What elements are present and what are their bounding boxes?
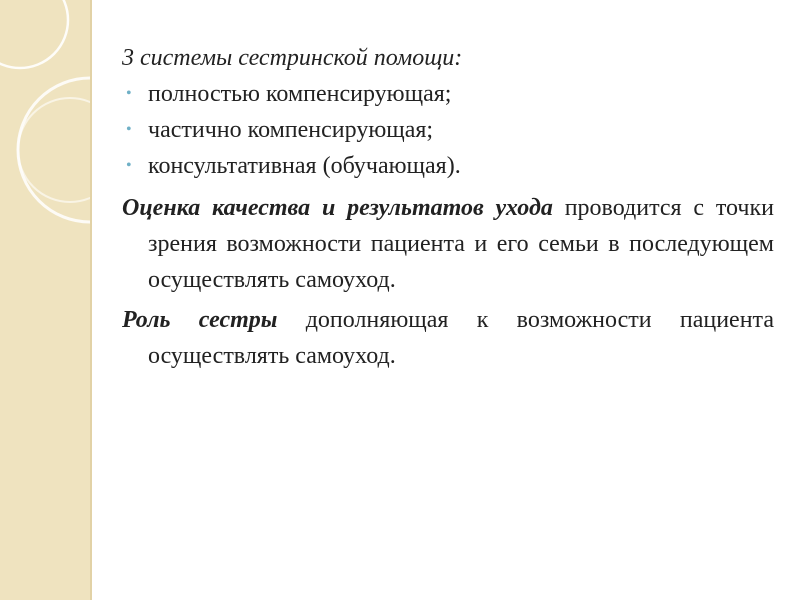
bullet-icon: • [126, 121, 132, 138]
evaluation-text: проводится с точки зрения возможности пациента и его семьи в последующем осуществлять самоуход. [148, 195, 775, 293]
list-item-text: полностью компенсирующая; [148, 81, 452, 107]
list-item-text: частично компенсирующая; [148, 117, 434, 143]
slide-heading: 3 системы сестринской помощи: [122, 45, 463, 71]
list-item [122, 148, 774, 184]
evaluation-paragraph [122, 190, 774, 298]
bullet-icon: • [126, 157, 132, 174]
bullet-list [122, 76, 774, 184]
nurse-role-paragraph [122, 302, 774, 374]
evaluation-lead: Оценка качества и результатов ухода [122, 195, 553, 221]
nurse-role-text: дополняющая к возможности пациента осуществлять самоуход. [148, 307, 774, 369]
decorative-circles [0, 0, 90, 600]
nurse-role-lead: Роль сестры [122, 307, 278, 333]
bullet-icon: • [126, 85, 132, 102]
list-item [122, 76, 774, 112]
list-item [122, 112, 774, 148]
strip-edge [90, 0, 92, 600]
decorative-side-strip [0, 0, 90, 600]
slide-content [122, 40, 774, 374]
list-item-text: консультативная (обучающая). [148, 153, 461, 179]
